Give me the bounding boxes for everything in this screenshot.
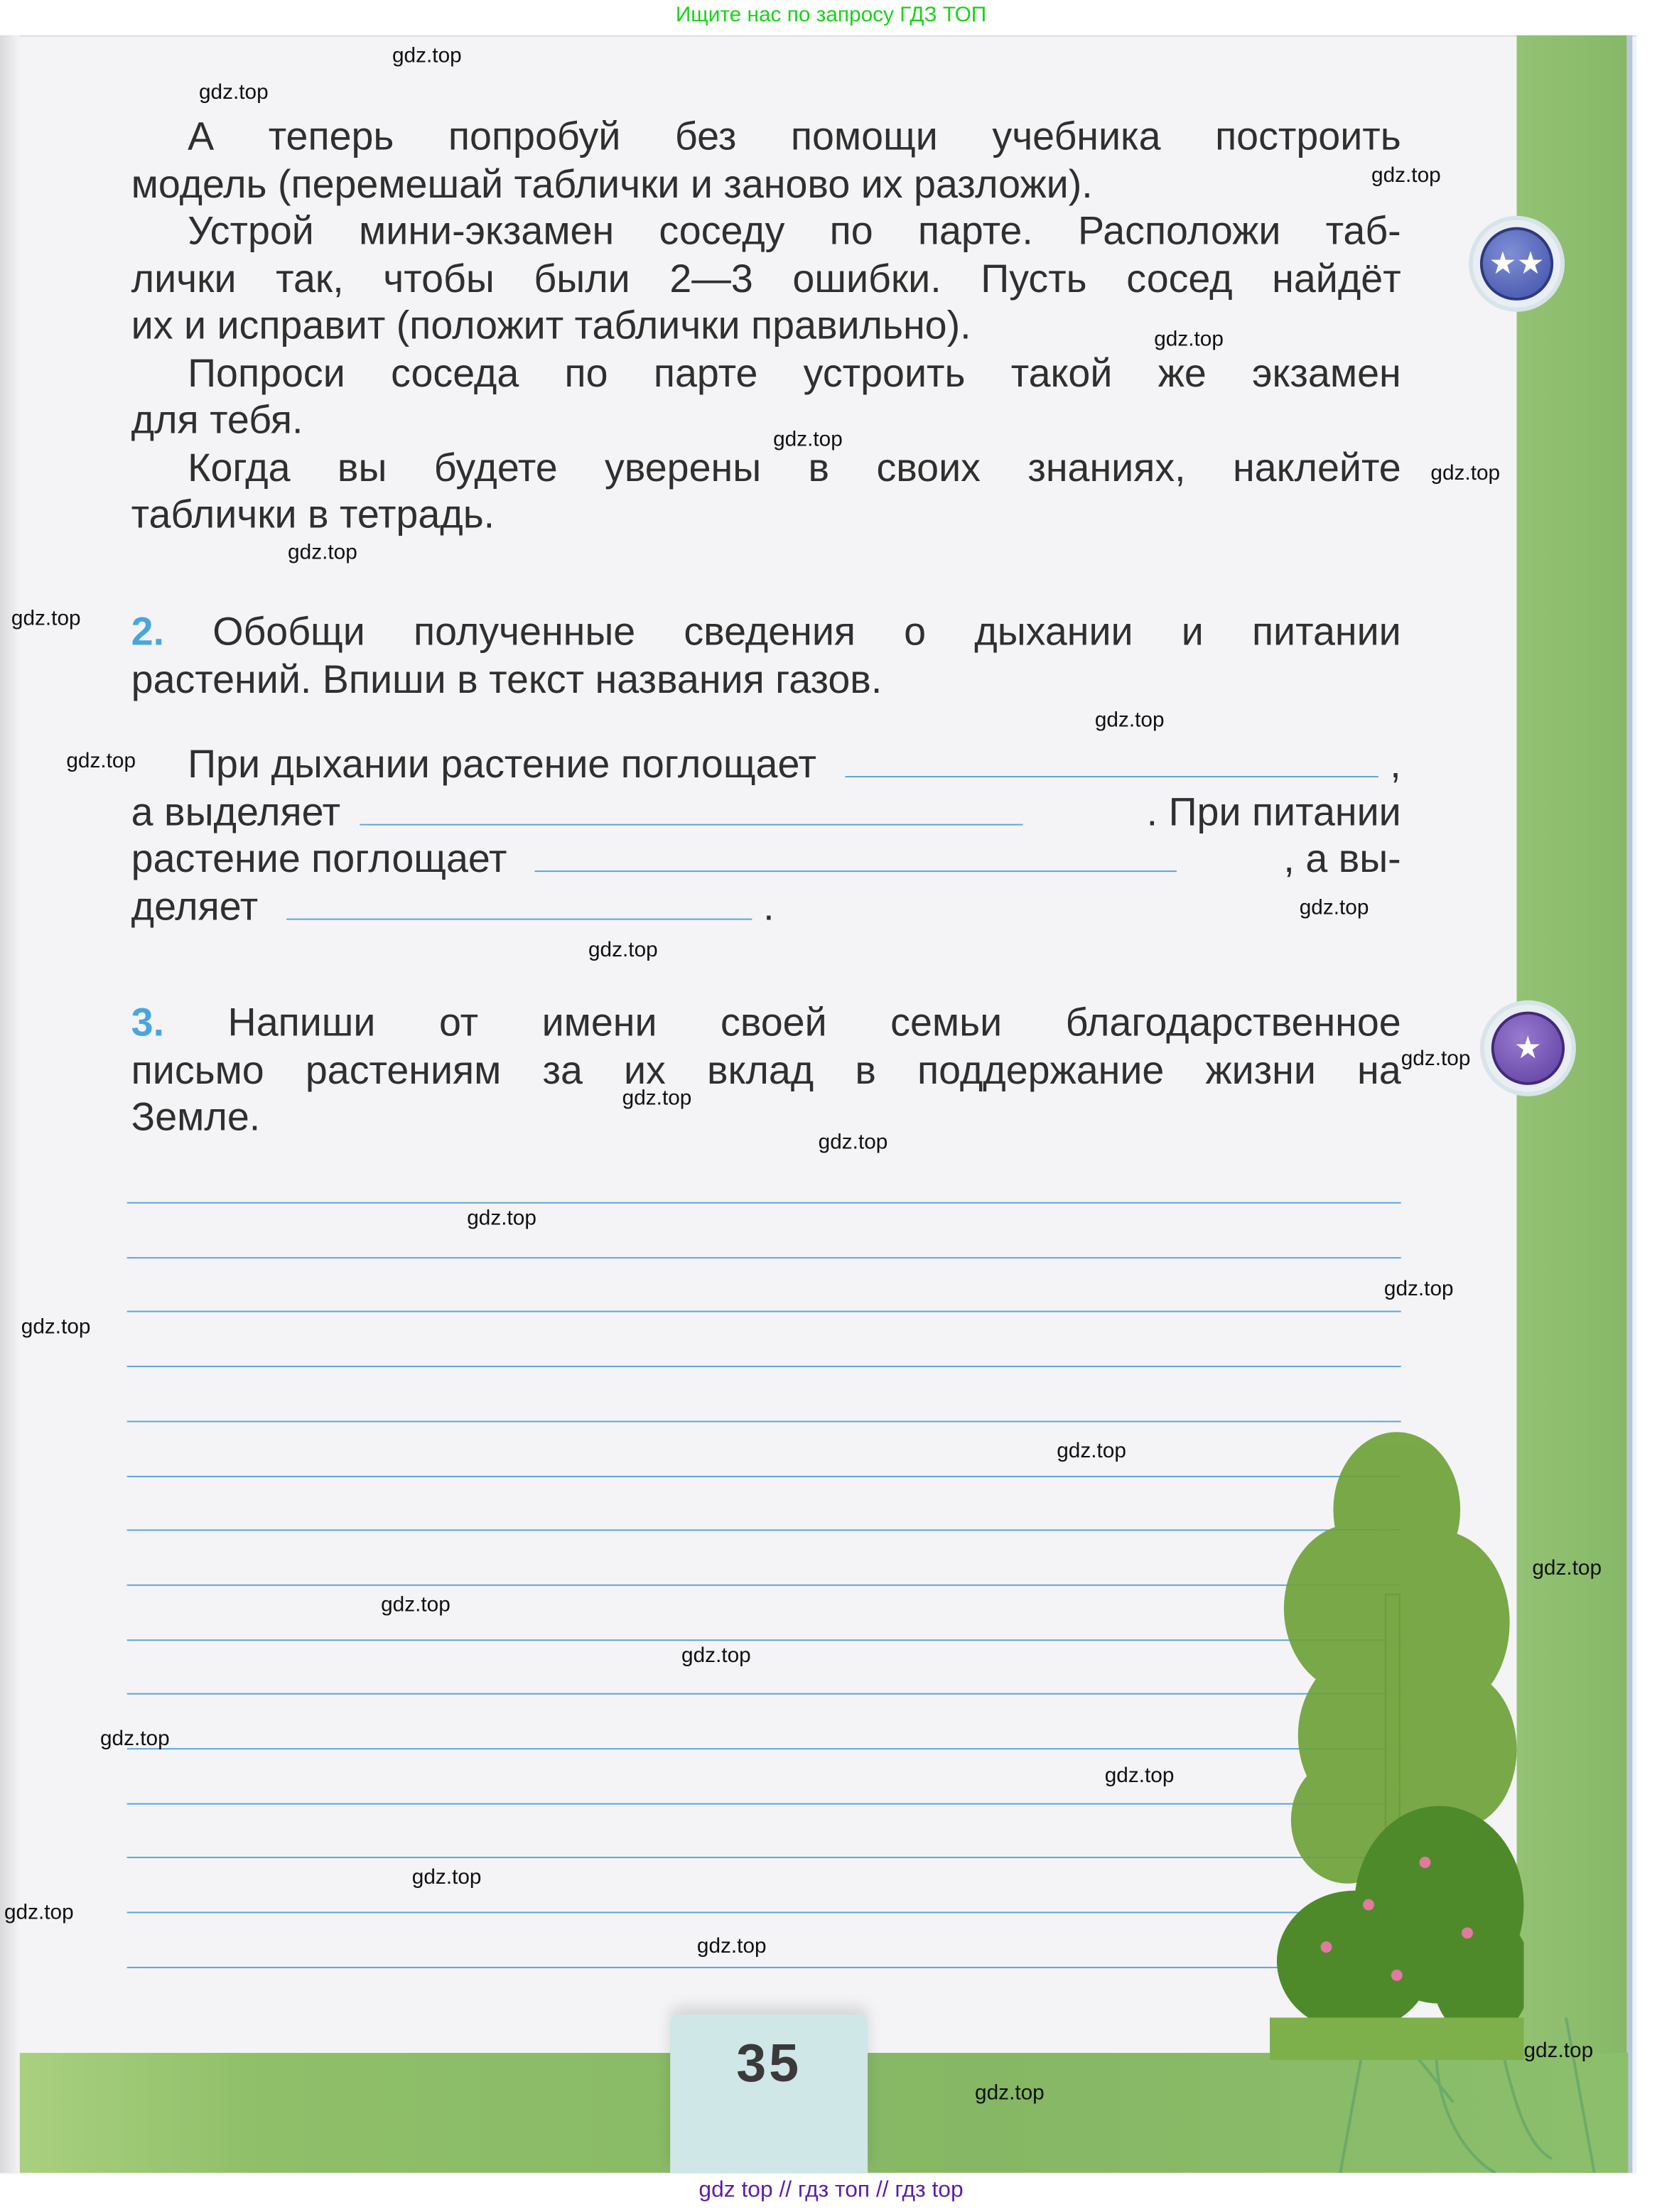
- writing-line[interactable]: [127, 1311, 1401, 1312]
- fill-text: ,: [1390, 742, 1401, 786]
- right-green-strip: [1517, 36, 1627, 2173]
- text-line: Попроси соседа по парте устроить такой же экзамен: [188, 350, 1401, 394]
- fill-text: .: [763, 883, 775, 928]
- fill-row: [131, 740, 1401, 788]
- text-line: А теперь попробуй без помощи учебника построить: [188, 114, 1401, 158]
- writing-line[interactable]: [127, 1585, 1401, 1586]
- watermark-text: gdz.top: [99, 1727, 170, 1752]
- fill-text: деляет: [131, 883, 259, 928]
- watermark-text: gdz.top: [773, 427, 843, 452]
- watermark-text: gdz.top: [1532, 1556, 1602, 1580]
- watermark-text: gdz.top: [1057, 1439, 1126, 1464]
- writing-line[interactable]: [127, 1639, 1401, 1640]
- watermark-text: gdz.top: [1299, 895, 1369, 920]
- watermark-text: gdz.top: [1094, 708, 1165, 733]
- task-text: Напиши от имени своей семьи благодарственное: [227, 1000, 1401, 1045]
- intro-text: [131, 113, 1401, 539]
- page-number: 35: [736, 2034, 802, 2094]
- star-badge: [1484, 1005, 1572, 1092]
- watermark-text: gdz.top: [21, 1315, 91, 1339]
- watermark-text: gdz.top: [1401, 1047, 1471, 1072]
- watermark-text: gdz.top: [975, 2081, 1045, 2105]
- two-stars-badge: [1473, 220, 1560, 308]
- watermark-text: gdz.top: [1430, 461, 1501, 486]
- text-line: лички так, чтобы были 2—3 ошибки. Пусть сосед найдёт: [131, 256, 1401, 300]
- task-3: [131, 999, 1401, 1141]
- writing-line[interactable]: [127, 1693, 1401, 1695]
- watermark-text: gdz.top: [381, 1592, 450, 1617]
- answer-blank[interactable]: [535, 839, 1177, 872]
- fill-text: растение поглощает: [131, 836, 507, 881]
- text-line: [131, 999, 1401, 1047]
- writing-line[interactable]: [127, 1420, 1401, 1422]
- fill-text: При дыхании растение поглощает: [188, 742, 817, 786]
- watermark-text: gdz.top: [4, 1900, 74, 1925]
- fill-row: [131, 835, 1401, 883]
- watermark-text: gdz.top: [622, 1086, 692, 1111]
- writing-line[interactable]: [127, 1366, 1401, 1367]
- text-line: растений. Впиши в текст названия газов.: [131, 657, 883, 701]
- stars-icon: ★★: [1480, 227, 1553, 301]
- fill-row: [131, 788, 1401, 836]
- fill-text: а выделяет: [131, 789, 341, 833]
- page-edge: [0, 36, 20, 2173]
- task-text: Обобщи полученные сведения о дыхании и питании: [212, 609, 1401, 654]
- writing-line[interactable]: [127, 1857, 1401, 1859]
- watermark-text: gdz.top: [392, 43, 462, 68]
- watermark-text: gdz.top: [411, 1865, 482, 1889]
- watermark-text: gdz.top: [1523, 2039, 1594, 2063]
- writing-line[interactable]: [127, 1748, 1401, 1749]
- text-line: модель (перемешай таблички и заново их разложи).: [131, 161, 1093, 205]
- task-number: 3.: [131, 1000, 165, 1045]
- text-line: Когда вы будете уверены в своих знаниях, наклейте: [188, 445, 1401, 490]
- text-line: Земле.: [131, 1094, 261, 1139]
- writing-line[interactable]: [127, 1803, 1401, 1804]
- text-line: их и исправит (положит таблички правильно).: [131, 303, 971, 347]
- task-number: 2.: [131, 609, 165, 654]
- fill-in-text: [131, 740, 1401, 929]
- task-2: [131, 608, 1401, 703]
- watermark-text: gdz.top: [1371, 163, 1441, 188]
- watermark-text: gdz.top: [198, 80, 269, 104]
- writing-line[interactable]: [127, 1257, 1401, 1258]
- watermark-text: gdz.top: [467, 1206, 536, 1231]
- text-line: таблички в тетрадь.: [131, 492, 495, 536]
- watermark-text: gdz.top: [1104, 1764, 1175, 1788]
- watermark-text: gdz.top: [818, 1130, 888, 1155]
- text-line: письмо растениям за их вклад в поддержание жизни на: [131, 1047, 1401, 1091]
- watermark-text: gdz.top: [11, 606, 81, 631]
- answer-blank[interactable]: [360, 792, 1023, 825]
- writing-line[interactable]: [127, 1475, 1401, 1477]
- footer-links[interactable]: gdz top // гдз топ // гдз top: [698, 2178, 964, 2203]
- watermark-text: gdz.top: [681, 1644, 751, 1668]
- fill-text: . При питании: [1146, 789, 1401, 833]
- watermark-text: gdz.top: [696, 1934, 767, 1959]
- writing-line[interactable]: [127, 1530, 1401, 1531]
- watermark-text: gdz.top: [1383, 1276, 1454, 1301]
- writing-line[interactable]: [127, 1967, 1401, 1968]
- writing-line[interactable]: [127, 1912, 1401, 1914]
- answer-blank[interactable]: [845, 745, 1379, 777]
- birch-tree-illustration: [1270, 1425, 1523, 2060]
- star-icon: ★: [1491, 1012, 1565, 1085]
- text-line: Устрой мини-экзамен соседу по парте. Расположи таб-: [188, 208, 1401, 253]
- watermark-text: gdz.top: [288, 540, 357, 565]
- watermark-text: gdz.top: [588, 938, 658, 963]
- page-number-tab: [670, 2014, 868, 2172]
- text-line: для тебя.: [131, 397, 303, 442]
- watermark-text: gdz.top: [1154, 327, 1224, 352]
- text-line: [131, 608, 1401, 656]
- answer-blank[interactable]: [286, 887, 752, 919]
- writing-line[interactable]: [127, 1202, 1401, 1204]
- watermark-text: gdz.top: [66, 749, 136, 774]
- top-banner[interactable]: Ищите нас по запросу ГДЗ ТОП: [675, 2, 987, 27]
- fill-text: , а вы-: [1283, 836, 1401, 881]
- fill-row: [131, 883, 1401, 930]
